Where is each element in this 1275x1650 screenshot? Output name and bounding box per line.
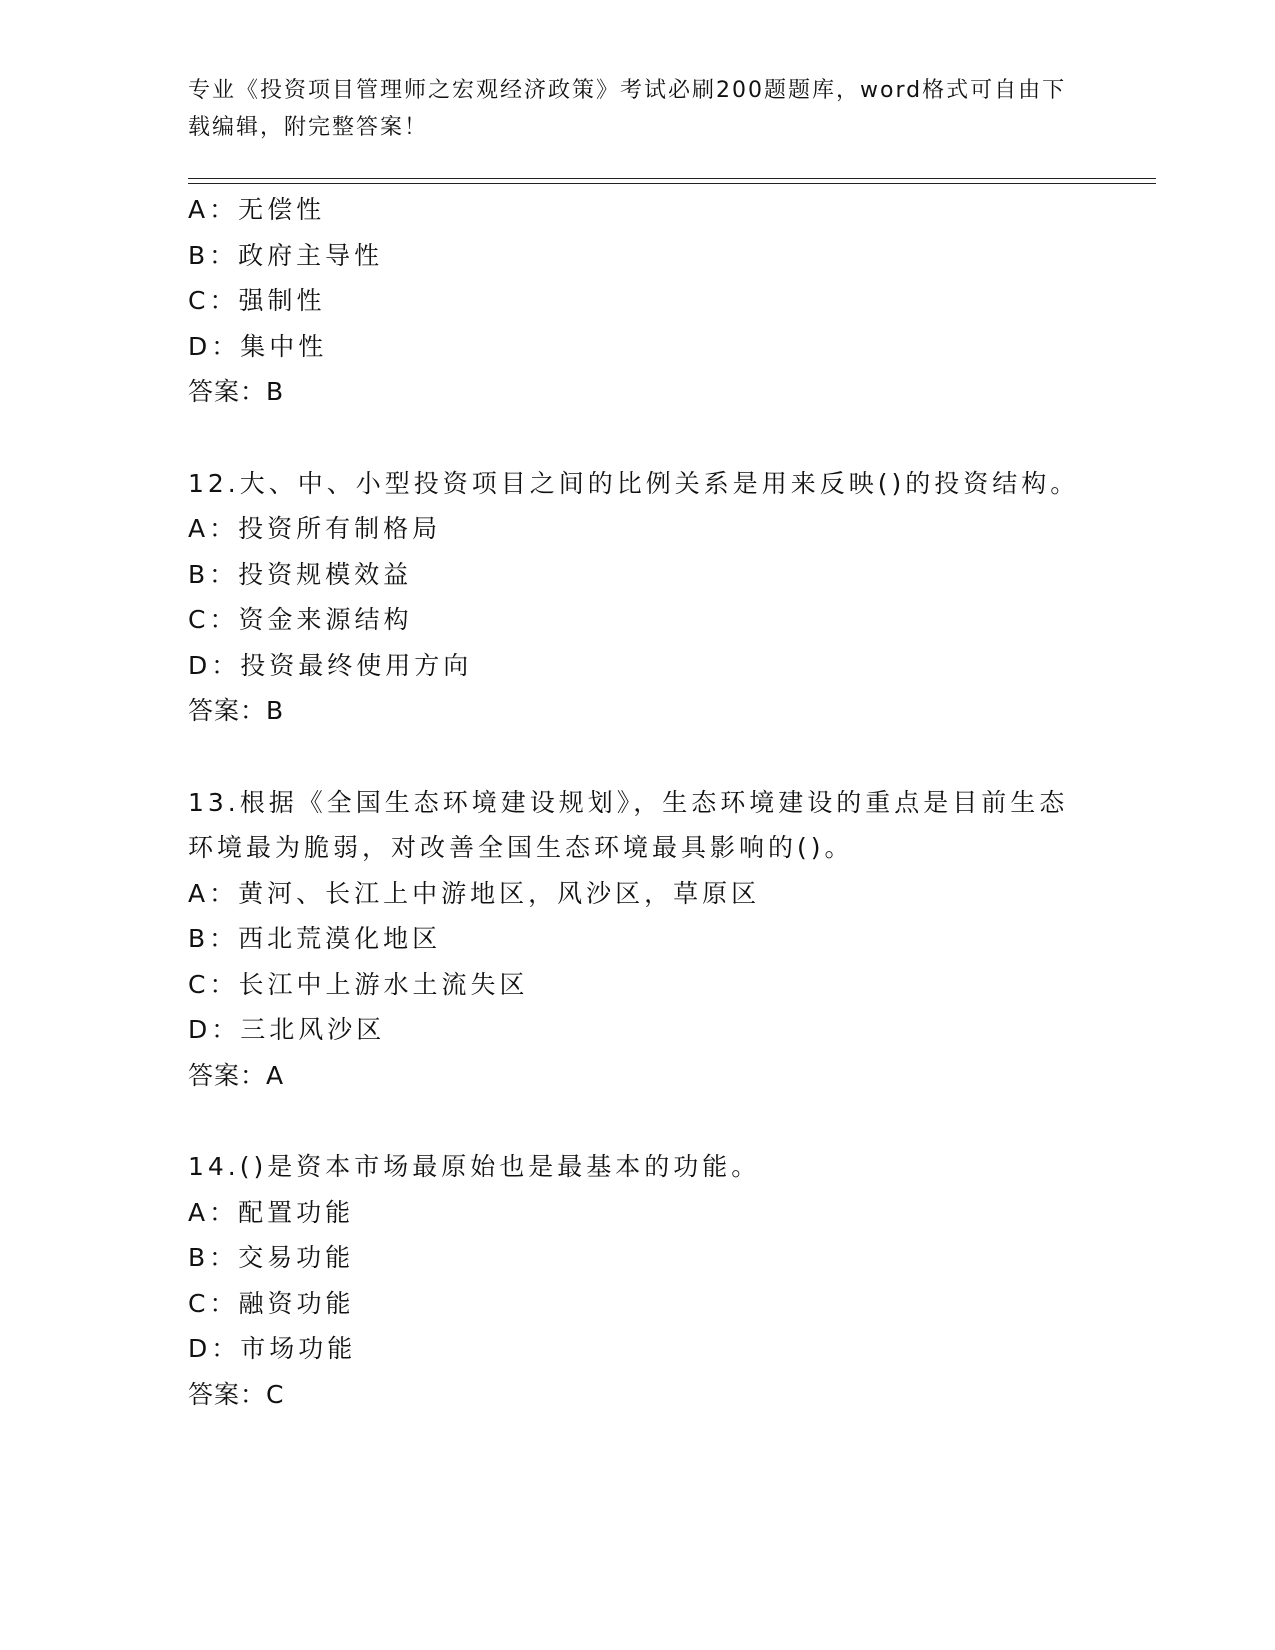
question-12-option-d: D：投资最终使用方向 [188,650,473,680]
spacer [188,415,1088,461]
question-14-option-a: A：配置功能 [188,1197,355,1227]
question-11-option-b: B：政府主导性 [188,240,384,270]
question-12-block [188,461,1088,734]
question-list [188,187,1088,1417]
question-14-answer: 答案：C [188,1379,285,1409]
document-header: 专业《投资项目管理师之宏观经济政策》考试必刷200题题库，word格式可自由下载编辑，附完整答案！ [188,78,1067,140]
question-11-option-d: D：集中性 [188,331,328,361]
question-12-option-a: A：投资所有制格局 [188,514,442,543]
question-12-option-c: C：资金来源结构 [188,605,413,634]
question-13-option-b: B：西北荒漠化地区 [188,924,442,953]
question-14-option-d: D：市场功能 [188,1334,357,1363]
spacer [188,734,1088,780]
question-12-stem: 12.大、中、小型投资项目之间的比例关系是用来反映()的投资结构。 [188,468,1080,498]
question-11-option-c: C：强制性 [188,286,326,315]
question-14-option-c: C：融资功能 [188,1288,355,1318]
question-13-block [188,780,1088,1099]
question-12-answer: 答案：B [188,696,285,725]
question-13-stem: 13.根据《全国生态环境建设规划》，生态环境建设的重点是目前生态环境最为脆弱，对改善全国生态环境最具影响的()。 [188,787,1069,862]
question-11-block [188,187,1088,415]
question-14-stem: 14.()是资本市场最原始也是最基本的功能。 [188,1152,761,1181]
spacer [188,1098,1088,1144]
question-14-block [188,1144,1088,1417]
question-13-option-c: C：长江中上游水土流失区 [188,969,529,999]
question-13-option-d: D：三北风沙区 [188,1015,386,1044]
header-double-rule [188,178,1156,184]
question-13-option-a: A：黄河、长江上中游地区，风沙区，草原区 [188,878,761,908]
question-13-answer: 答案：A [188,1060,285,1090]
question-12-option-b: B：投资规模效益 [188,559,413,589]
question-11-option-a: A：无偿性 [188,195,326,224]
question-14-option-b: B：交易功能 [188,1243,355,1272]
question-11-answer: 答案：B [188,377,285,406]
